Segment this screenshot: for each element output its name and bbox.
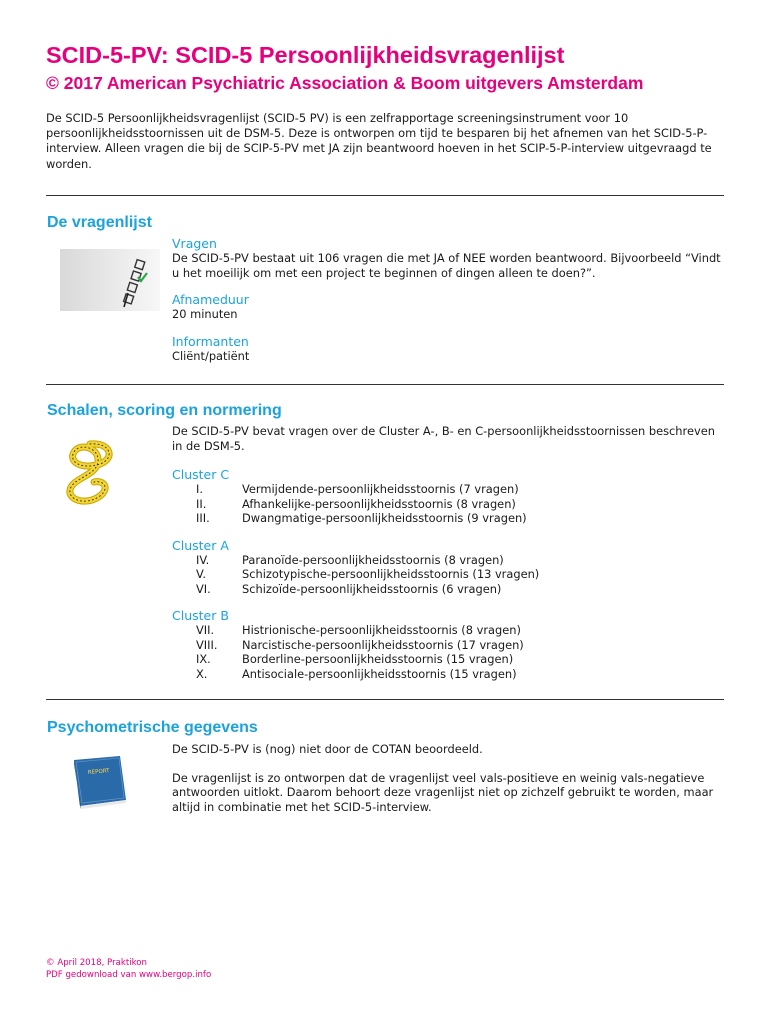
label-informanten: Informanten (172, 333, 249, 349)
vragenlijst-content (172, 236, 724, 363)
page-subtitle: © 2017 American Psychiatric Association & Boom uitgevers Amsterdam (46, 73, 644, 93)
cluster-b-list (172, 623, 724, 681)
footer (46, 957, 211, 981)
psychometrie-p2: De vragenlijst is zo ontworpen dat de vragenlijst veel vals-positieve en weinig vals-negatieve antwoorden uitlokt. Daarom behoort deze vragenlijst niet op zichzelf gebruikt te worden, maar altijd in combinatie met het SCID-5-interview. (172, 770, 714, 814)
checklist-icon (60, 249, 160, 311)
label-cluster-b: Cluster B (172, 608, 229, 623)
list-item: VI. Schizoïde-persoonlijkheidsstoornis (6 vragen) (196, 581, 502, 596)
text-afnameduur: 20 minuten (172, 307, 238, 321)
divider (46, 384, 724, 385)
schalen-intro: De SCID-5-PV bevat vragen over de Cluster A-, B- en C-persoonlijkheidsstoornissen beschreven in de DSM-5. (172, 424, 715, 453)
list-item: I. Vermijdende-persoonlijkheidsstoornis (7 vragen) (196, 482, 519, 496)
list-item: IX. Borderline-persoonlijkheidsstoornis (15 vragen) (196, 652, 514, 666)
list-item: III. Dwangmatige-persoonlijkheidsstoornis (9 vragen) (196, 511, 527, 525)
list-item: V. Schizotypische-persoonlijkheidsstoornis (13 vragen) (196, 567, 540, 581)
text-vragen: De SCID-5-PV bestaat uit 106 vragen die met JA of NEE worden beantwoord. Bijvoorbeeld “Vindt u het moeilijk om met een project te beginnen of dingen alleen te doen?”. (172, 251, 721, 280)
intro-paragraph: De SCID-5 Persoonlijkheidsvragenlijst (SCID-5 PV) is een zelfrapportage screeningsinstrument voor 10 persoonlijkheidsstoornissen uit de DSM-5. Deze is ontworpen om tijd te besparen bij het afnemen van het SCID-5-P-interview. Alleen vragen die bij de SCIP-5-PV met JA zijn beantwoord hoeven in het SCIP-5-P-interview uitgevraagd te worden. (46, 111, 712, 171)
section-title-psychometrie: Psychometrische gegevens (47, 719, 258, 736)
divider (46, 195, 724, 196)
list-item: IV. Paranoïde-persoonlijkheidsstoornis (8 vragen) (196, 552, 504, 567)
measuring-tape-icon (60, 438, 122, 510)
report-book-icon (64, 754, 128, 810)
section-title-schalen: Schalen, scoring en normering (47, 402, 282, 419)
label-vragen: Vragen (172, 236, 217, 251)
text-informanten: Cliënt/patiënt (172, 348, 250, 363)
list-item: II. Afhankelijke-persoonlijkheidsstoornis (8 vragen) (196, 496, 516, 511)
list-item: X. Antisociale-persoonlijkheidsstoornis (15 vragen) (196, 666, 517, 681)
divider (46, 699, 724, 700)
label-afnameduur: Afnameduur (172, 292, 249, 307)
schalen-content (172, 424, 724, 681)
psychometrie-content (172, 742, 724, 814)
svg-text:REPORT: REPORT (87, 768, 110, 776)
cluster-c-list (172, 482, 724, 526)
cluster-a-list (172, 553, 724, 597)
section-title-vragenlijst: De vragenlijst (47, 214, 152, 231)
page-title: SCID-5-PV: SCID-5 Persoonlijkheidsvragenlijst (46, 42, 565, 68)
label-cluster-a: Cluster A (172, 537, 229, 553)
list-item: VIII. Narcistische-persoonlijkheidsstoornis (17 vragen) (196, 637, 524, 652)
list-item: VII. Histrionische-persoonlijkheidsstoornis (8 vragen) (196, 623, 521, 637)
psychometrie-p1: De SCID-5-PV is (nog) niet door de COTAN beoordeeld. (172, 742, 483, 756)
footer-copyright: © April 2018, Praktikon (46, 958, 147, 968)
label-cluster-c: Cluster C (172, 467, 230, 482)
footer-download-link[interactable]: PDF gedownload van www.bergop.info (46, 970, 212, 980)
